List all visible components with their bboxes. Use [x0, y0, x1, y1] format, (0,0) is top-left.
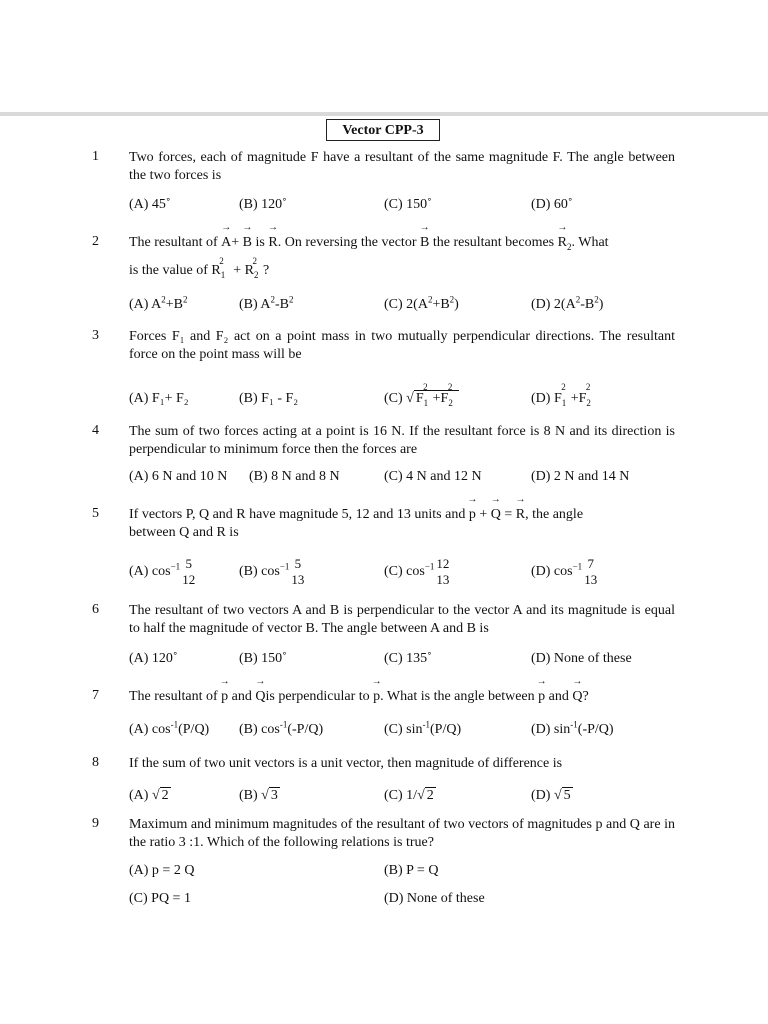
option-c: (C) PQ = 1 — [129, 891, 191, 906]
option-d: (D) None of these — [384, 891, 485, 906]
option-b: (B) 150˚ — [239, 651, 287, 666]
question-text: The resultant of two vectors A and B is perpendicular to the vector A and its magnitude is equal to half the magnitude of vector B. The angle between A and B is — [129, 603, 675, 636]
option-b: (B) 120˚ — [239, 197, 287, 212]
question-text: The sum of two forces acting at a point is 16 N. If the resultant force is 8 N and its direction is perpendicular to minimum force then the forces are — [129, 424, 675, 457]
option-b: (B) √ 3 — [239, 788, 278, 803]
option-c: (C) 4 N and 12 N — [384, 469, 482, 484]
option-b: (B) P = Q — [384, 863, 439, 878]
question-text: Two forces, each of magnitude F have a resultant of the same magnitude F. The angle between the two forces is — [129, 150, 675, 183]
question-text: Maximum and minimum magnitudes of the resultant of two vectors of magnitudes p and Q are in the ratio 3 :1. Which of the following relations is true? — [129, 817, 675, 850]
option-d: (D) $\sin^{-1}(-P/Q)$ — [531, 719, 614, 737]
option-a: (A) 45˚ — [129, 197, 171, 212]
option-b: (B) $\cos^{-1}$ 5 13 — [239, 556, 305, 587]
question-text: The resultant of → p and → Qis perpendicular to → p. What is the angle between → p and → Q? — [129, 688, 675, 706]
question-number: 2 — [92, 234, 99, 249]
question-number: 8 — [92, 755, 99, 770]
option-d: (D) √ 5 — [531, 788, 571, 803]
question-text: If vectors P, Q and R have magnitude 5, 12 and 13 units and → p + → Q = → R, the angle between Q and R is — [129, 506, 675, 542]
option-a: (A) √ 2 — [129, 788, 169, 803]
option-a: (A) 6 N and 10 N — [129, 469, 228, 484]
question-number: 1 — [92, 149, 99, 164]
option-a: (A) p = 2 Q — [129, 863, 195, 878]
question-text: The resultant of → A+ → B is → R. On reversing the vector → B the resultant becomes → $R_2$. What — [129, 234, 675, 252]
option-a: (A) 120˚ — [129, 651, 178, 666]
question-text: If the sum of two unit vectors is a unit vector, then magnitude of difference is — [129, 756, 563, 771]
option-c: (C) $\cos^{-1}$ 12 13 — [384, 556, 450, 587]
question-number: 6 — [92, 602, 99, 617]
page-title: Vector CPP-3 — [326, 119, 440, 141]
page-top-divider — [0, 112, 768, 116]
option-b: (B) 8 N and 8 N — [249, 469, 340, 484]
question-number: 3 — [92, 328, 99, 343]
question-2-line-2: is the value of $R_1^2 + R_2^2$? — [129, 256, 270, 280]
option-d: (D) 60˚ — [531, 197, 573, 212]
question-text: Forces F₁ and F₂ act on a point mass in two mutually perpendicular directions. The resultant force on the point mass will be — [129, 329, 675, 362]
option-d: (D) $2(A^2-B^2)$ — [531, 294, 604, 312]
option-a: (A) $A^2+B^2$ — [129, 294, 188, 312]
question-number: 5 — [92, 506, 99, 521]
option-a: (A) F₁+ F₂ — [129, 391, 189, 406]
option-c: (C) 1/√ 2 — [384, 788, 434, 803]
option-c: (C) 150˚ — [384, 197, 432, 212]
option-a: (A) $\cos^{-1}(P/Q)$ — [129, 719, 210, 737]
option-d: (D) 2 N and 14 N — [531, 469, 630, 484]
sqrt-expression: √ $F_1^2+F_2^2$ — [406, 390, 459, 408]
option-c: (C) $\sin^{-1}(P/Q)$ — [384, 719, 462, 737]
option-d: (D) $\cos^{-1}$ 7 13 — [531, 556, 598, 587]
question-number: 9 — [92, 816, 99, 831]
option-c: (C) $2(A^2+B^2)$ — [384, 294, 459, 312]
option-b: (B) $A^2-B^2$ — [239, 294, 294, 312]
option-c: (C) √ $F_1^2+F_2^2$ — [384, 390, 459, 408]
option-c: (C) 135˚ — [384, 651, 432, 666]
option-b: (B) F₁ - F₂ — [239, 391, 299, 406]
option-d: (D) None of these — [531, 651, 632, 666]
question-number: 7 — [92, 688, 99, 703]
question-number: 4 — [92, 423, 99, 438]
option-b: (B) $\cos^{-1}(-P/Q)$ — [239, 719, 324, 737]
option-d: (D) $F_1^2+F_2^2$ — [531, 382, 591, 408]
option-a: (A) $\cos^{-1}$ 5 12 — [129, 556, 196, 587]
